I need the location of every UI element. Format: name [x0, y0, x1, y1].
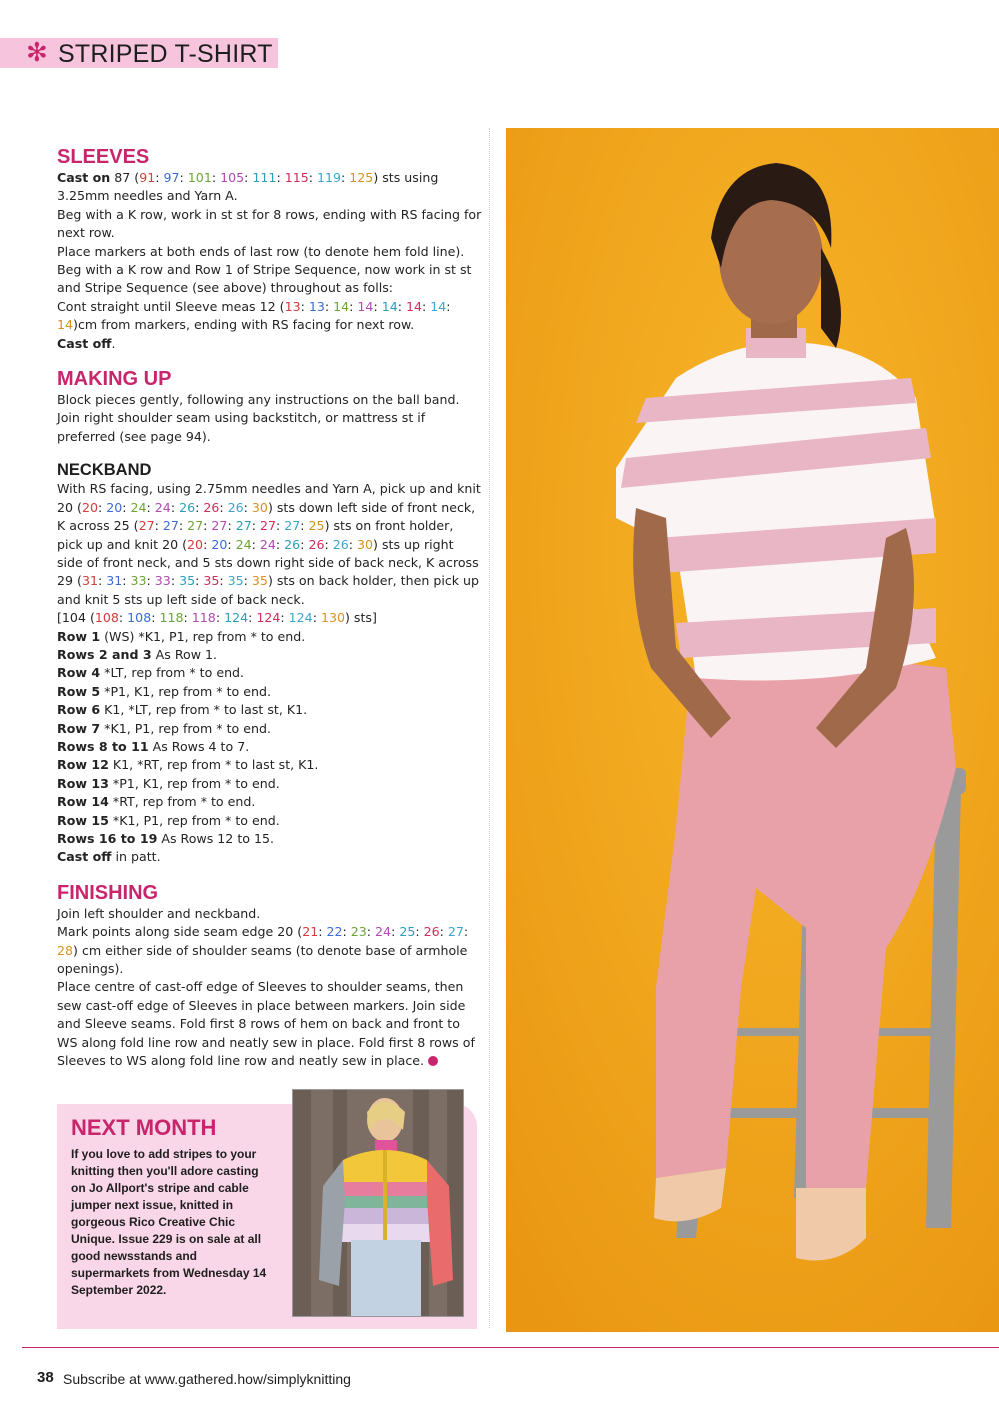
- row-label: Row 12: [57, 757, 109, 773]
- size-value: 27: [162, 518, 179, 534]
- row-label: Row 14: [57, 794, 109, 810]
- neckband-total: [57, 609, 482, 627]
- size-list: 31: 31: 33: 33: 35: 35: 35: 35: [81, 573, 268, 589]
- yarn-ball-icon: [428, 1056, 438, 1066]
- size-value: 14: [333, 298, 350, 314]
- row-instruction: As Row 1.: [151, 646, 218, 662]
- size-value: 13: [308, 298, 325, 314]
- size-list: 108: 108: 118: 118: 124: 124: 124: 130: [94, 610, 345, 626]
- size-value: 27: [138, 518, 155, 534]
- size-value: 23: [350, 924, 367, 940]
- neckband-row: [57, 646, 482, 664]
- text-run: .: [111, 335, 116, 351]
- neckband-row: [57, 683, 482, 701]
- size-value: 24: [130, 499, 147, 515]
- sleeves-para-1: [57, 169, 482, 206]
- footer-rule: [22, 1347, 999, 1348]
- size-value: 115: [284, 170, 309, 185]
- jumper-photo-illustration: [293, 1090, 463, 1316]
- sleeves-para-2: Beg with a K row, work in st st for 8 rows, ending with RS facing for next row.: [57, 206, 482, 241]
- size-value: 26: [227, 499, 244, 515]
- size-value: 27: [259, 518, 277, 534]
- sleeves-para-5: [57, 298, 482, 335]
- size-value: 14: [57, 317, 74, 333]
- size-value: 25: [308, 518, 325, 534]
- row-instruction: K1, *LT, rep from * to last st, K1.: [100, 702, 308, 718]
- row-instruction: *K1, P1, rep from * to end.: [100, 720, 271, 736]
- size-value: 105: [220, 170, 245, 185]
- row-instruction: *P1, K1, rep from * to end.: [100, 683, 271, 699]
- neckband-row: [57, 756, 482, 774]
- size-value: 118: [191, 610, 216, 626]
- size-value: 35: [227, 573, 244, 589]
- size-value: 14: [381, 298, 398, 314]
- text-run: With RS facing, using 2.75mm needles and Yarn A, pick up and knit 20 (: [57, 481, 481, 515]
- sleeves-para-6: [57, 335, 482, 353]
- row-label: Row 5: [57, 683, 101, 699]
- neckband-row: [57, 738, 482, 756]
- making-up-heading: MAKING UP: [57, 368, 172, 391]
- size-value: 35: [203, 573, 220, 589]
- sleeves-para-3: Place markers at both ends of last row (to denote hem fold line).: [57, 243, 465, 259]
- size-value: 130: [320, 610, 345, 626]
- row-label: Row 15: [57, 812, 109, 828]
- size-list: 27: 27: 27: 27: 27: 27: 27: 25: [138, 518, 325, 534]
- pattern-column: [57, 145, 482, 1070]
- size-value: 35: [251, 573, 268, 589]
- size-value: 108: [94, 610, 119, 626]
- next-month-text: If you love to add stripes to your knitting then you'll adore casting on Jo Allport's stripe and cable jumper next issue, knitted in gorgeous Rico Creative Chic Unique. Issue 229 is on sale at all good newsstands and supermarkets from Wednesday 14 September 2022.: [71, 1147, 267, 1297]
- finishing-para-3: [57, 978, 482, 1070]
- size-value: 108: [127, 610, 152, 626]
- text-run: ) cm either side of shoulder seams (to denote base of armhole openings).: [57, 942, 468, 977]
- text-run: ) sts on back holder, then pick up and knit 5 sts up left side of back neck.: [57, 573, 480, 607]
- making-up-para-2: Join right shoulder seam using backstitch, or mattress st if preferred (see page 94).: [57, 410, 426, 444]
- text-run: ) sts down left side of front neck, K across 25 (: [57, 499, 476, 534]
- row-instruction: K1, *RT, rep from * to last st, K1.: [108, 757, 319, 773]
- size-value: 20: [106, 499, 123, 515]
- size-list: 20: 20: 24: 24: 26: 26: 26: 30: [187, 536, 374, 552]
- sleeves-heading: SLEEVES: [57, 146, 150, 168]
- neckband-row: [57, 793, 482, 811]
- size-list: 21: 22: 23: 24: 25: 26: 27: 28: [57, 924, 469, 958]
- size-value: 24: [235, 536, 252, 552]
- size-value: 30: [357, 536, 374, 552]
- size-value: 26: [203, 499, 220, 515]
- row-label: Rows 8 to 11: [57, 738, 149, 754]
- cast-on-label: Cast on: [57, 170, 111, 185]
- page-title: STRIPED T-SHIRT: [58, 40, 273, 68]
- neckband-rows: [57, 628, 482, 867]
- row-label: Cast off: [57, 849, 112, 865]
- size-value: 124: [288, 610, 313, 626]
- size-value: 27: [211, 518, 228, 534]
- size-value: 31: [106, 573, 123, 589]
- size-value: 21: [302, 924, 319, 940]
- row-instruction: *LT, rep from * to end.: [100, 665, 245, 681]
- page-number: 38: [37, 1369, 54, 1386]
- neckband-row: [57, 848, 482, 866]
- text-run: Place centre of cast-off edge of Sleeves to shoulder seams, then sew cast-off edge of Sleeves in place between markers. Join side and Sleeve seams. Fold first 8 rows of hem on back and front to WS along fold line row and neatly sew in place. Fold first 8 rows of Sleeves to WS along fold line row and neatly sew in place.: [57, 979, 475, 1069]
- finishing-para-1: Join left shoulder and neckband.: [57, 905, 261, 921]
- size-value: 20: [187, 536, 204, 552]
- column-divider: [489, 128, 490, 1328]
- size-value: 26: [284, 536, 301, 552]
- size-value: 20: [81, 499, 98, 515]
- text-run: ) sts on front holder, pick up and knit 20 (: [57, 518, 454, 552]
- size-list: 91: 97: 101: 105: 111: 115: 119: 125: [139, 170, 374, 185]
- row-instruction: *RT, rep from * to end.: [108, 794, 256, 810]
- size-value: 26: [332, 536, 349, 552]
- size-value: 101: [187, 170, 212, 185]
- row-instruction: in patt.: [111, 849, 161, 865]
- size-value: 20: [211, 536, 228, 552]
- size-value: 27: [284, 518, 301, 534]
- text-run: )cm from markers, ending with RS facing for next row.: [73, 317, 415, 333]
- sleeves-para-4: Beg with a K row and Row 1 of Stripe Sequence, now work in st st and Stripe Sequence (see above) throughout as folls:: [57, 262, 472, 296]
- size-value: 24: [259, 536, 276, 552]
- finishing-heading: FINISHING: [57, 881, 159, 904]
- neckband-row: [57, 830, 482, 848]
- size-value: 14: [405, 298, 423, 314]
- cast-off-label: Cast off: [57, 335, 112, 351]
- row-label: Row 1: [57, 628, 101, 644]
- size-value: 119: [316, 170, 342, 185]
- row-instruction: *K1, P1, rep from * to end.: [108, 812, 280, 828]
- text-run: Mark points along side seam edge 20 (: [57, 924, 303, 940]
- row-label: Row 6: [57, 702, 101, 718]
- spacer: [57, 446, 482, 460]
- row-label: Row 7: [57, 720, 101, 736]
- spacer: [57, 353, 482, 367]
- size-value: 111: [252, 170, 277, 185]
- making-up-para-1: Block pieces gently, following any instructions on the ball band.: [57, 392, 460, 408]
- row-instruction: *P1, K1, rep from * to end.: [108, 775, 280, 791]
- neckband-row: [57, 628, 482, 646]
- row-label: Row 4: [57, 665, 101, 681]
- text-run: 87 (: [114, 170, 140, 185]
- neckband-row: [57, 720, 482, 738]
- row-instruction: As Rows 12 to 15.: [157, 831, 274, 846]
- text-run: ) sts]: [345, 610, 377, 626]
- neckband-row: [57, 701, 482, 719]
- size-list: 20: 20: 24: 24: 26: 26: 26: 30: [81, 499, 268, 515]
- row-instruction: As Rows 4 to 7.: [148, 738, 250, 754]
- size-value: 97: [163, 170, 180, 185]
- size-value: 91: [139, 170, 156, 185]
- row-instruction: (WS) *K1, P1, rep from * to end.: [100, 628, 306, 644]
- subscribe-text: Subscribe at www.gathered.how/simplyknitting: [63, 1371, 351, 1387]
- row-label: Rows 16 to 19: [57, 831, 158, 846]
- size-value: 28: [57, 942, 74, 958]
- neckband-row: [57, 775, 482, 793]
- neckband-heading: NECKBAND: [57, 461, 152, 480]
- size-list: 13: 13: 14: 14: 14: 14: 14: 14: [57, 298, 451, 333]
- neckband-row: [57, 664, 482, 682]
- size-value: 26: [423, 924, 440, 940]
- size-value: 22: [326, 924, 343, 940]
- text-run: ) sts up right side of front neck, and 5 sts down right side of back neck, K across 29 (: [57, 536, 479, 589]
- model-photo-illustration: [506, 128, 999, 1332]
- spacer: [57, 867, 482, 881]
- size-value: 33: [130, 573, 147, 589]
- size-value: 13: [284, 298, 301, 314]
- size-value: 24: [375, 924, 392, 940]
- size-value: 27: [235, 518, 252, 534]
- size-value: 118: [159, 610, 184, 626]
- text-run: [104 (: [57, 610, 95, 626]
- next-month-photo: [292, 1089, 464, 1317]
- size-value: 27: [187, 518, 204, 534]
- size-value: 35: [179, 573, 196, 589]
- neckband-para-1: [57, 480, 482, 609]
- row-label: Rows 2 and 3: [57, 646, 152, 662]
- size-value: 31: [81, 573, 98, 589]
- text-run: ) sts using 3.25mm needles and Yarn A.: [57, 170, 439, 204]
- size-value: 26: [179, 499, 196, 515]
- text-run: Cont straight until Sleeve meas 12 (: [57, 298, 285, 314]
- size-value: 124: [256, 610, 281, 626]
- size-value: 25: [399, 924, 416, 940]
- size-value: 14: [357, 298, 374, 314]
- size-value: 30: [251, 499, 268, 515]
- size-value: 125: [349, 170, 374, 185]
- model-photo: [506, 128, 999, 1332]
- size-value: 14: [430, 298, 447, 314]
- neckband-row: [57, 812, 482, 830]
- size-value: 33: [154, 573, 171, 589]
- next-month-title: NEXT MONTH: [71, 1115, 217, 1140]
- size-value: 26: [308, 536, 325, 552]
- size-value: 124: [224, 610, 249, 626]
- size-value: 24: [154, 499, 171, 515]
- size-value: 27: [447, 924, 464, 940]
- row-label: Row 13: [57, 775, 109, 791]
- finishing-para-2: [57, 923, 482, 978]
- asterisk-flower-icon: ✻: [26, 38, 48, 68]
